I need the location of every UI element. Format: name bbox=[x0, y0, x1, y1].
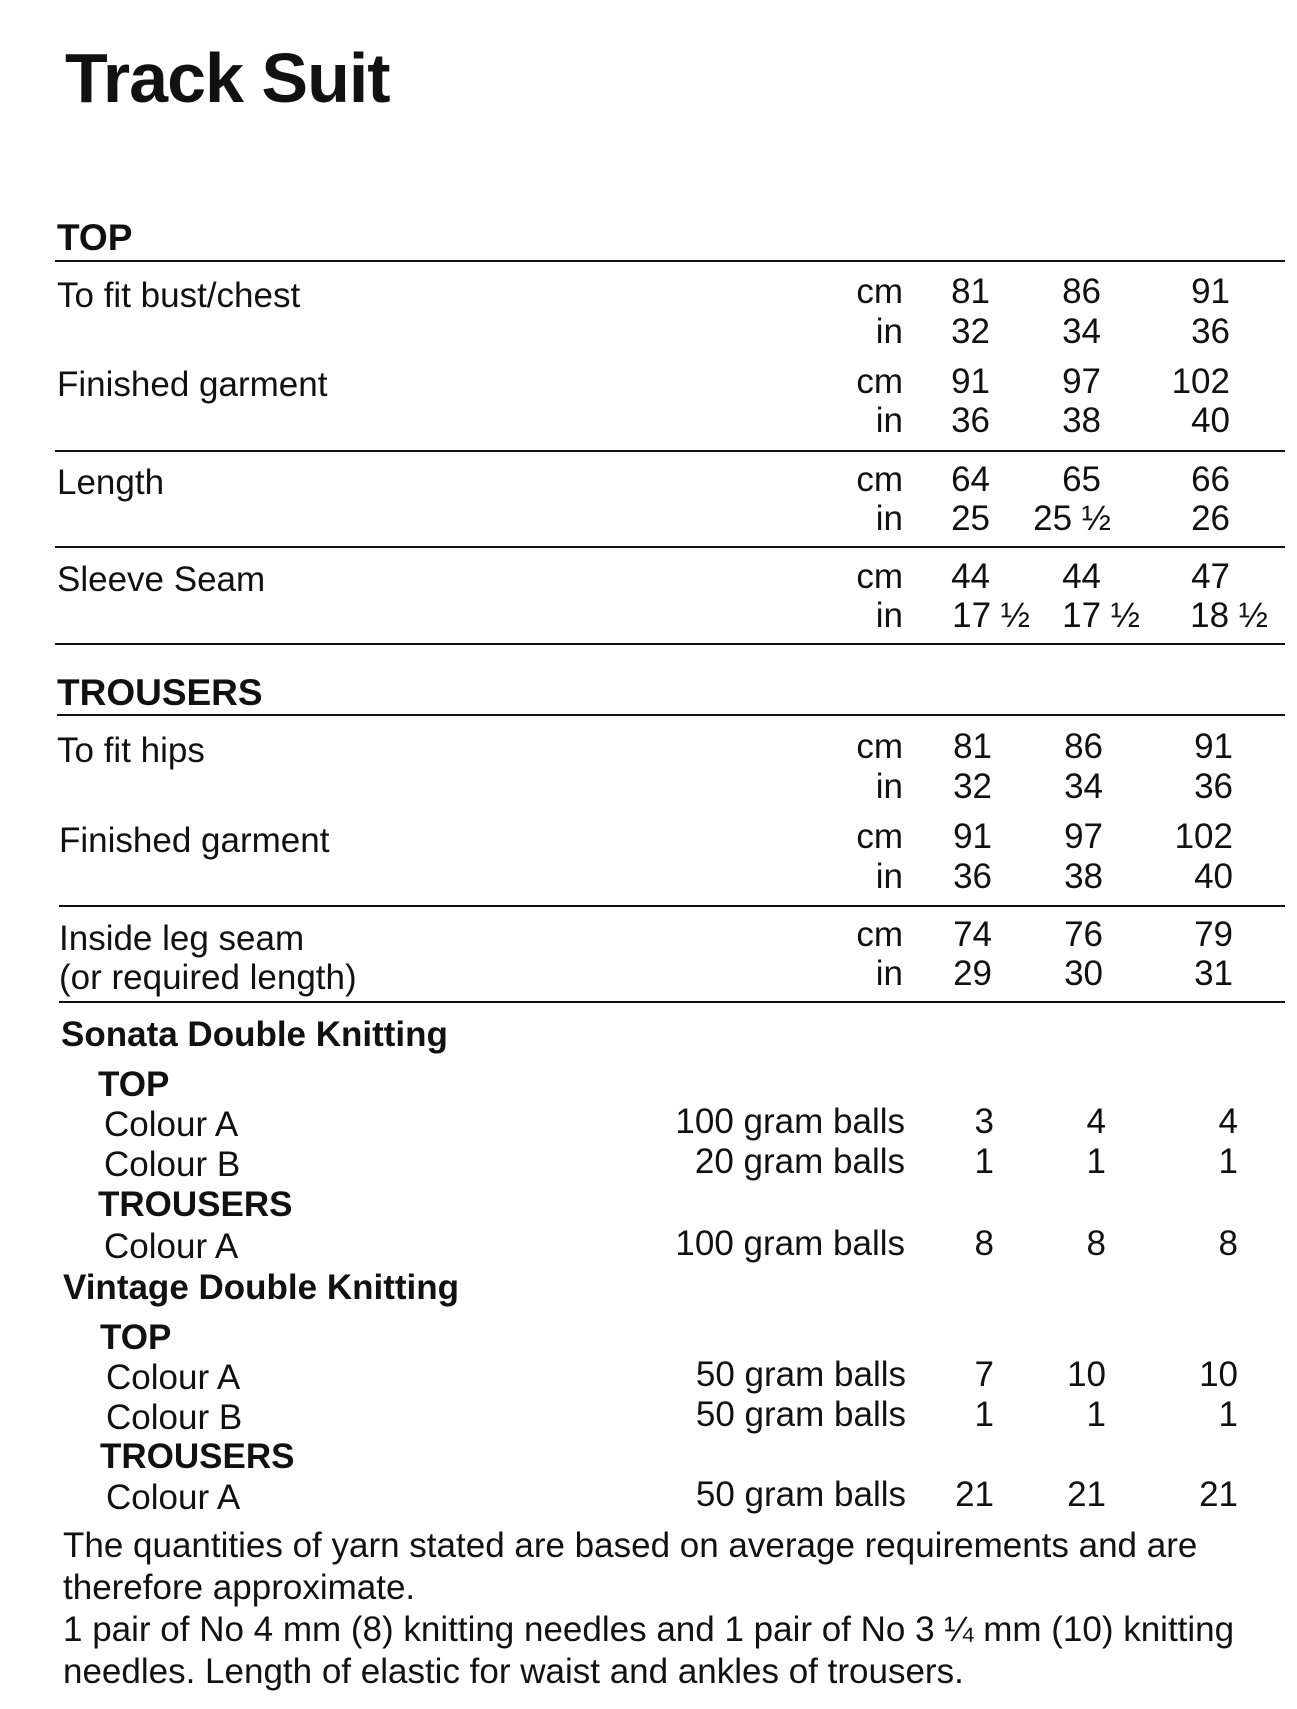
value-cell: 64 bbox=[951, 460, 990, 499]
value-cell: 44 bbox=[1062, 557, 1101, 596]
unit-cm: cm bbox=[856, 915, 903, 954]
unit-in: in bbox=[875, 401, 903, 440]
ball-size: 100 gram balls bbox=[675, 1102, 905, 1141]
divider bbox=[55, 450, 1285, 452]
ball-size: 20 gram balls bbox=[694, 1142, 905, 1181]
value-cell: 102 bbox=[1174, 817, 1233, 856]
value-cell: 36 bbox=[1194, 767, 1233, 806]
divider bbox=[55, 546, 1285, 548]
value-cell: 30 bbox=[1064, 954, 1103, 993]
row-label: Length bbox=[57, 463, 165, 502]
value-cell: 38 bbox=[1064, 857, 1103, 896]
needles-note: 1 pair of No 4 mm (8) knitting needles and 1 pair of No 3 ¼ mm (10) knitting needles. Length of elastic for waist and ankles of trousers. bbox=[63, 1610, 1235, 1691]
colour-label: Colour B bbox=[104, 1145, 241, 1184]
value-cell: 21 bbox=[1067, 1475, 1106, 1514]
value-cell: 65 bbox=[1062, 460, 1101, 499]
row-label: To fit bust/chest bbox=[57, 276, 301, 315]
value-cell: 74 bbox=[953, 915, 992, 954]
unit-cm: cm bbox=[856, 727, 903, 766]
colour-label: Colour A bbox=[104, 1105, 239, 1144]
value-cell: 47 bbox=[1191, 557, 1230, 596]
value-cell: 25 bbox=[951, 499, 990, 538]
value-cell: 1 bbox=[974, 1395, 994, 1434]
value-cell: 44 bbox=[951, 557, 990, 596]
value-cell: 25 ½ bbox=[1033, 499, 1111, 538]
unit-in: in bbox=[875, 954, 903, 993]
row-label: Inside leg seam bbox=[59, 919, 305, 958]
value-cell: 97 bbox=[1062, 362, 1101, 401]
value-cell: 4 bbox=[1218, 1102, 1238, 1141]
yarn-section-heading: TOP bbox=[98, 1065, 170, 1104]
value-cell: 91 bbox=[951, 362, 990, 401]
value-cell: 29 bbox=[953, 954, 992, 993]
unit-in: in bbox=[875, 312, 903, 351]
unit-in: in bbox=[875, 499, 903, 538]
value-cell: 79 bbox=[1194, 915, 1233, 954]
value-cell: 1 bbox=[974, 1142, 994, 1181]
value-cell: 17 ½ bbox=[1062, 596, 1140, 635]
ball-size: 50 gram balls bbox=[695, 1355, 906, 1394]
value-cell: 31 bbox=[1194, 954, 1233, 993]
value-cell: 32 bbox=[951, 312, 990, 351]
colour-label: Colour A bbox=[106, 1358, 241, 1397]
row-label: Sleeve Seam bbox=[57, 560, 266, 599]
value-cell: 81 bbox=[953, 727, 992, 766]
value-cell: 17 ½ bbox=[952, 596, 1030, 635]
unit-cm: cm bbox=[856, 557, 903, 596]
unit-cm: cm bbox=[856, 460, 903, 499]
divider bbox=[59, 905, 1285, 907]
value-cell: 36 bbox=[951, 401, 990, 440]
value-cell: 8 bbox=[974, 1224, 994, 1263]
yarn-section-heading: TROUSERS bbox=[100, 1437, 295, 1476]
value-cell: 4 bbox=[1086, 1102, 1106, 1141]
top-heading: TOP bbox=[57, 217, 133, 258]
value-cell: 3 bbox=[974, 1102, 994, 1141]
value-cell: 86 bbox=[1062, 272, 1101, 311]
value-cell: 1 bbox=[1218, 1142, 1238, 1181]
divider bbox=[57, 714, 1285, 716]
value-cell: 34 bbox=[1064, 767, 1103, 806]
unit-cm: cm bbox=[856, 272, 903, 311]
yarn-note: The quantities of yarn stated are based on average requirements and are therefore approximate. bbox=[63, 1526, 1198, 1607]
unit-cm: cm bbox=[856, 362, 903, 401]
value-cell: 40 bbox=[1191, 401, 1230, 440]
value-cell: 21 bbox=[955, 1475, 994, 1514]
value-cell: 40 bbox=[1194, 857, 1233, 896]
value-cell: 76 bbox=[1064, 915, 1103, 954]
value-cell: 38 bbox=[1062, 401, 1101, 440]
colour-label: Colour A bbox=[104, 1227, 239, 1266]
colour-label: Colour A bbox=[106, 1478, 241, 1517]
row-label: Finished garment bbox=[57, 365, 328, 404]
value-cell: 1 bbox=[1086, 1142, 1106, 1181]
value-cell: 8 bbox=[1086, 1224, 1106, 1263]
value-cell: 21 bbox=[1199, 1475, 1238, 1514]
value-cell: 7 bbox=[974, 1355, 994, 1394]
value-cell: 34 bbox=[1062, 312, 1101, 351]
value-cell: 91 bbox=[1194, 727, 1233, 766]
row-label: Finished garment bbox=[59, 821, 330, 860]
divider bbox=[55, 260, 1285, 262]
divider bbox=[55, 643, 1285, 645]
notes bbox=[63, 1525, 1288, 1693]
yarn-section-heading: TOP bbox=[100, 1318, 172, 1357]
colour-label: Colour B bbox=[106, 1398, 243, 1437]
value-cell: 1 bbox=[1218, 1395, 1238, 1434]
page-title: Track Suit bbox=[65, 39, 390, 117]
yarn-name: Sonata Double Knitting bbox=[61, 1015, 448, 1054]
value-cell: 102 bbox=[1171, 362, 1230, 401]
trousers-heading: TROUSERS bbox=[57, 672, 263, 713]
ball-size: 50 gram balls bbox=[695, 1475, 906, 1514]
value-cell: 97 bbox=[1064, 817, 1103, 856]
row-label-note: (or required length) bbox=[59, 958, 357, 997]
unit-in: in bbox=[875, 767, 903, 806]
yarn-section-heading: TROUSERS bbox=[98, 1185, 293, 1224]
value-cell: 1 bbox=[1086, 1395, 1106, 1434]
ball-size: 50 gram balls bbox=[695, 1395, 906, 1434]
value-cell: 36 bbox=[1191, 312, 1230, 351]
unit-in: in bbox=[875, 857, 903, 896]
value-cell: 36 bbox=[953, 857, 992, 896]
value-cell: 10 bbox=[1199, 1355, 1238, 1394]
value-cell: 91 bbox=[1191, 272, 1230, 311]
value-cell: 18 ½ bbox=[1190, 596, 1268, 635]
value-cell: 66 bbox=[1191, 460, 1230, 499]
row-label: To fit hips bbox=[57, 731, 205, 770]
ball-size: 100 gram balls bbox=[675, 1224, 905, 1263]
unit-cm: cm bbox=[856, 817, 903, 856]
value-cell: 10 bbox=[1067, 1355, 1106, 1394]
value-cell: 81 bbox=[951, 272, 990, 311]
unit-in: in bbox=[875, 596, 903, 635]
value-cell: 8 bbox=[1218, 1224, 1238, 1263]
value-cell: 26 bbox=[1191, 499, 1230, 538]
value-cell: 32 bbox=[953, 767, 992, 806]
yarn-name: Vintage Double Knitting bbox=[63, 1268, 460, 1307]
divider bbox=[59, 1001, 1285, 1003]
value-cell: 86 bbox=[1064, 727, 1103, 766]
value-cell: 91 bbox=[953, 817, 992, 856]
